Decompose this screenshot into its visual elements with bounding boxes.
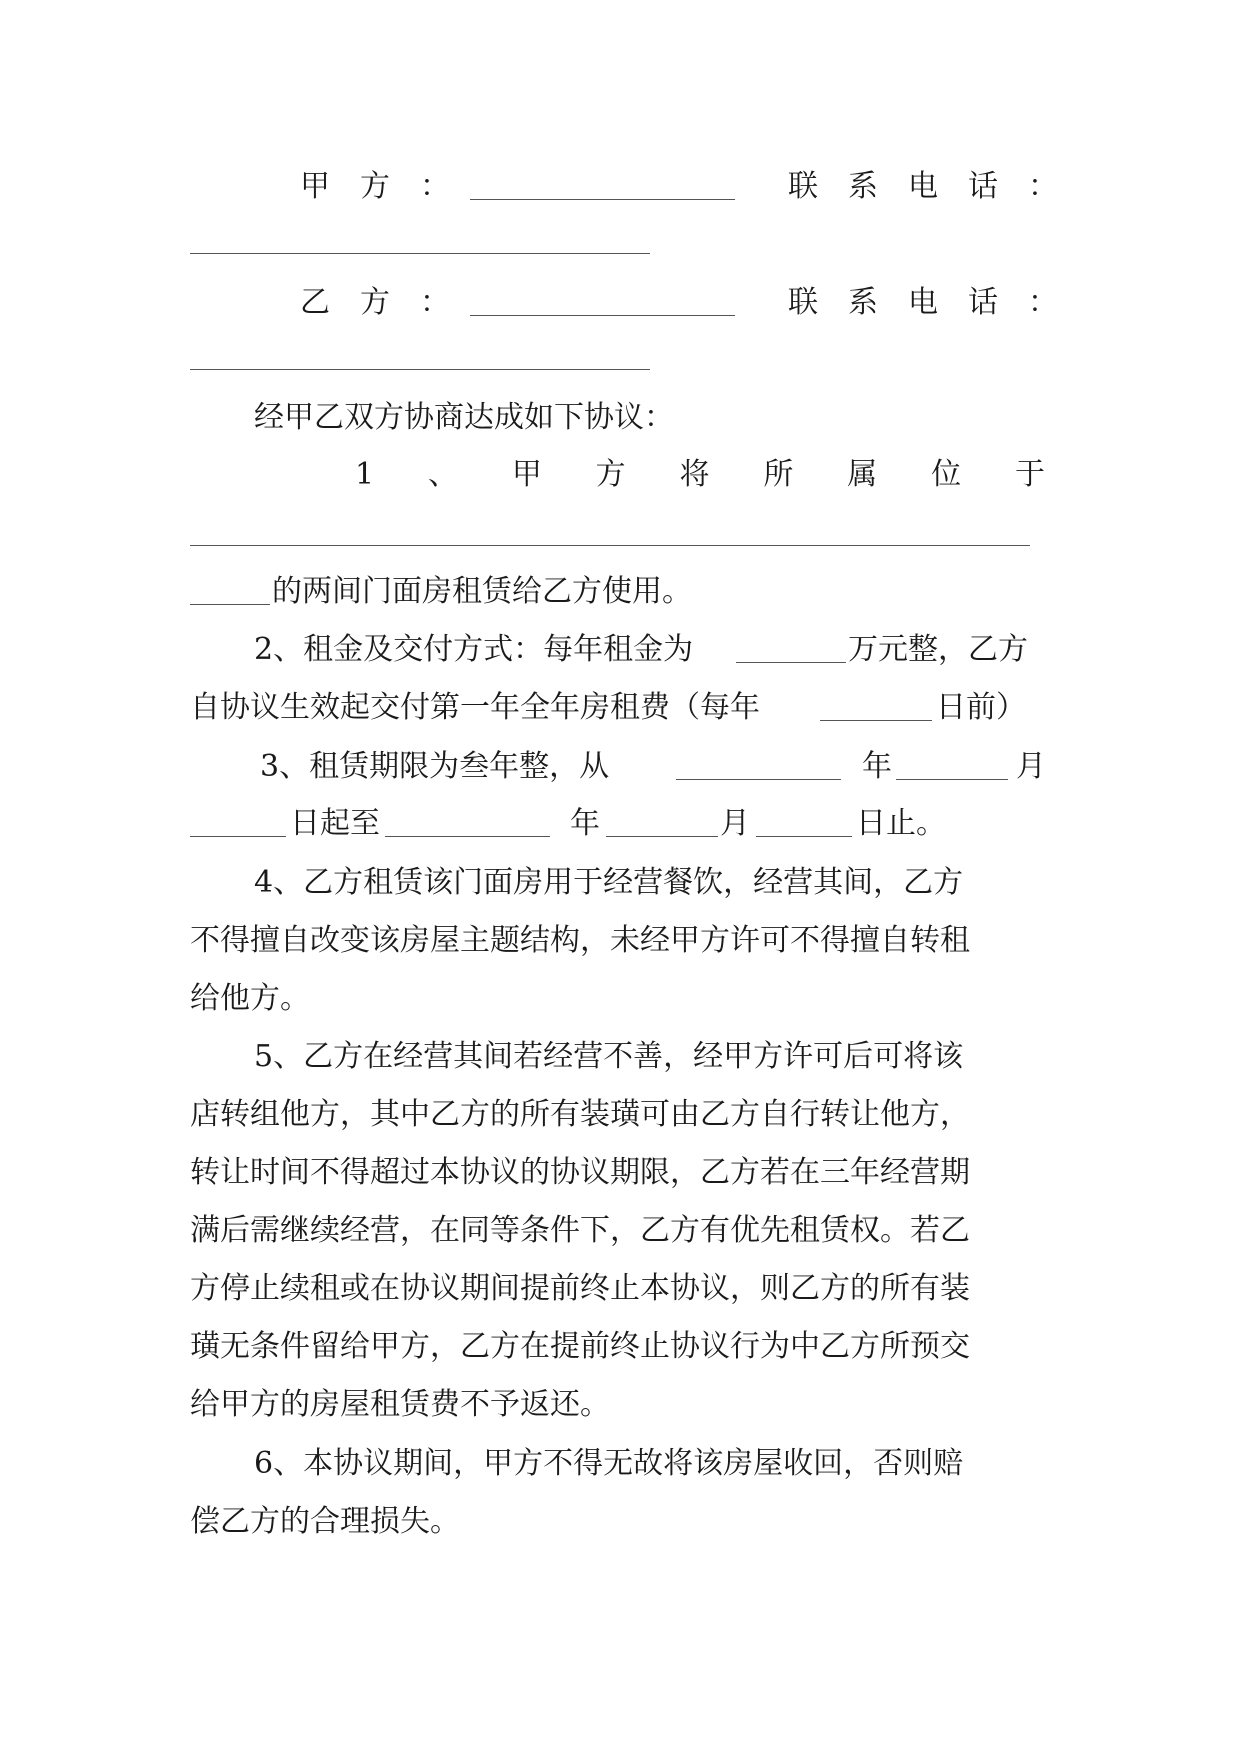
clause-1-location-blank-2: [190, 604, 270, 605]
clause-3-start-month-blank: [896, 779, 1008, 780]
clause-3-month-2: 月: [720, 806, 750, 841]
clause-3-month-1: 月: [1016, 749, 1046, 784]
clause-3-year-2: 年: [570, 806, 600, 841]
clause-5-line-2: 店转组他方，其中乙方的所有装璜可由乙方自行转让他方，: [190, 1097, 970, 1132]
clause-2-text-3: 自协议生效起交付第一年全年房租费（每年: [190, 690, 760, 725]
clause-1-location-blank: [190, 545, 1030, 546]
clause-3-start-year-blank: [676, 779, 841, 780]
clause-2-text-1: 2、租金及交付方式：每年租金为: [254, 632, 694, 667]
clause-1-char: 所: [763, 457, 794, 492]
clause-3-text-3: 日止。: [856, 806, 946, 841]
clause-1-char: 1: [355, 457, 375, 492]
clause-6-line-1: 6、本协议期间，甲方不得无故将该房屋收回，否则赔: [254, 1446, 964, 1481]
clause-3-start-day-blank: [190, 836, 286, 837]
clause-1-tail: 的两间门面房租赁给乙方使用。: [272, 574, 692, 609]
party-b-name-blank: [470, 315, 735, 316]
clause-3-year-1: 年: [862, 749, 892, 784]
clause-5-line-4: 满后需继续经营，在同等条件下，乙方有优先租赁权。若乙: [190, 1213, 970, 1248]
intro-text: 经甲乙双方协商达成如下协议：: [254, 400, 674, 435]
party-b-phone-blank: [190, 369, 650, 370]
party-a-label: 甲 方 ：: [300, 169, 450, 204]
clause-1-char: 属: [847, 457, 878, 492]
clause-3-end-year-blank: [385, 836, 550, 837]
clause-2-text-4: 日前）: [936, 690, 1026, 725]
party-a-phone-label: 联 系 电 话 ：: [788, 169, 1058, 204]
clause-4-line-1: 4、乙方租赁该门面房用于经营餐饮，经营其间，乙方: [254, 865, 964, 900]
party-a-phone-blank: [190, 253, 650, 254]
clause-1-char: 、: [427, 457, 458, 492]
party-b-label: 乙 方 ：: [300, 285, 450, 320]
clause-3-end-day-blank: [756, 836, 852, 837]
clause-1-char: 方: [595, 457, 626, 492]
clause-1-char: 位: [931, 457, 962, 492]
clause-2-date-blank: [820, 720, 932, 721]
clause-4-line-2: 不得擅自改变该房屋主题结构，未经甲方许可不得擅自转租: [190, 923, 970, 958]
clause-5-line-6: 璜无条件留给甲方，乙方在提前终止协议行为中乙方所预交: [190, 1329, 970, 1364]
clause-5-line-3: 转让时间不得超过本协议的协议期限，乙方若在三年经营期: [190, 1155, 970, 1190]
clause-3-text-2: 日起至: [290, 806, 380, 841]
clause-5-line-7: 给甲方的房屋租赁费不予返还。: [190, 1387, 610, 1422]
clause-3-text-1: 3、租赁期限为叁年整，从: [260, 749, 610, 784]
clause-1-char: 于: [1014, 457, 1045, 492]
clause-6-line-2: 偿乙方的合理损失。: [190, 1504, 460, 1539]
party-b-phone-label: 联 系 电 话 ：: [788, 285, 1058, 320]
clause-4-line-3: 给他方。: [190, 981, 310, 1016]
clause-1-line-1: [355, 455, 1045, 495]
clause-1-char: 甲: [511, 457, 542, 492]
party-a-name-blank: [470, 199, 735, 200]
clause-2-text-2: 万元整，乙方: [848, 632, 1028, 667]
clause-1-char: 将: [679, 457, 710, 492]
clause-5-line-1: 5、乙方在经营其间若经营不善，经甲方许可后可将该: [254, 1039, 964, 1074]
clause-2-rent-blank: [736, 662, 846, 663]
clause-3-end-month-blank: [606, 836, 718, 837]
clause-5-line-5: 方停止续租或在协议期间提前终止本协议，则乙方的所有装: [190, 1271, 970, 1306]
